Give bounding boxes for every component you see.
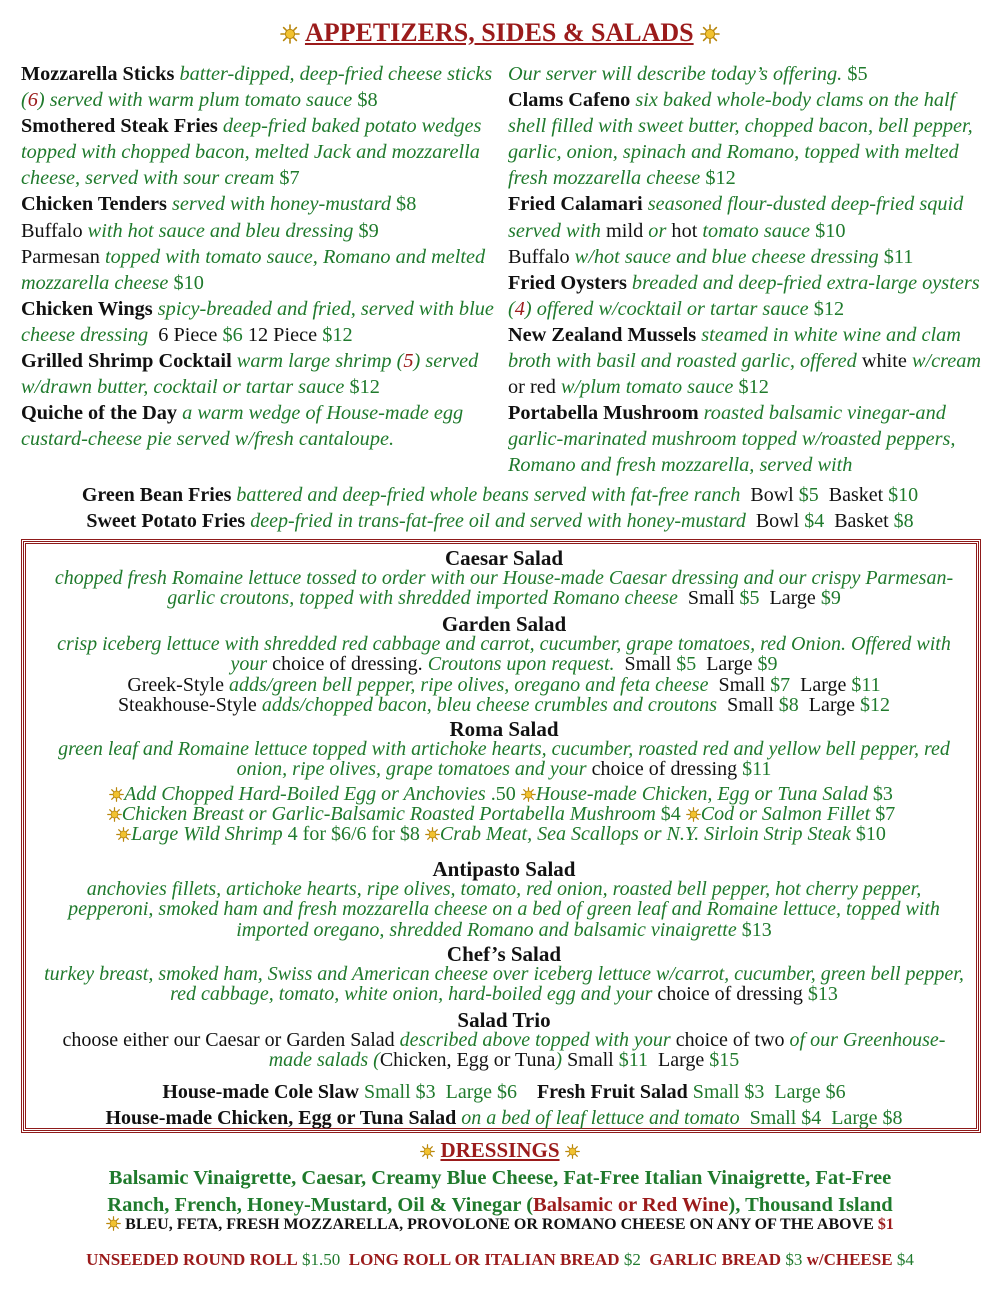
page-title [0,18,1000,48]
cheese-addon: BLEU, FETA, FRESH MOZZARELLA, PROVOLONE OR ROMANO CHEESE ON ANY OF THE ABOVE $1 [0,1216,1000,1234]
salad-variant-greek: Greek-Style adds/green bell pepper, ripe olives, oregano and feta cheese Small $7 Large $11 [127,674,881,696]
menu-item-clams-cafeno: Clams Cafeno six baked whole-body clams on the half shell filled with sweet butter, chopped bacon, bell pepper, garlic, onion, spinach and Romano, topped with melted fresh mozzarella cheese $12 [508,89,973,190]
menu-item-chicken-wings: Chicken Wings spicy-breaded and fried, served with blue cheese dressing 6 Piece $6 12 Piece $12 [21,297,494,346]
sun-ornament-icon [116,827,131,842]
sun-ornament-icon [107,807,122,822]
sun-ornament-icon [106,1216,121,1231]
salad-variant-steakhouse: Steakhouse-Style adds/chopped bacon, bleu cheese crumbles and croutons Small $8 Large $12 [117,694,891,716]
menu-item-new-zealand-mussels: New Zealand Mussels steamed in white wine and clam broth with basil and roasted garlic, offered white w/cream or red w/plum tomato sauce $12 [508,323,982,399]
sides-slaw-fruit: House-made Cole Slaw Small $3 Large $6 Fresh Fruit Salad Small $3 Large $6 [162,1081,846,1103]
sun-ornament-icon [521,787,536,802]
menu-variant-buffalo: Buffalo with hot sauce and bleu dressing $9 [21,219,379,242]
title-text: APPETIZERS, SIDES & SALADS [304,18,694,47]
menu-item-grilled-shrimp-cocktail: Grilled Shrimp Cocktail warm large shrimp (5) served w/drawn butter, cocktail or tartar sauce $12 [21,350,479,399]
salad-antipasto: Antipasto Salad anchovies fillets, artichoke hearts, ripe olives, tomato, red onion, roasted bell pepper, hot cherry pepper, pepperoni, smoked ham and fresh mozzarella cheese on a bed of green leaf and Romaine lettuce, topped with imported oregano, shredded Romano and balsamic vinaigrette $13 [68,857,940,941]
menu-item-sweet-potato-fries: Sweet Potato Fries deep-fried in trans-fat-free oil and served with honey-mustard Bowl $4 Basket $8 [86,510,914,532]
menu-item-portabella-mushroom: Portabella Mushroom roasted balsamic vinegar-and garlic-marinated mushroom topped w/roasted peppers, Romano and fresh mozzarella, served with [508,402,956,477]
menu-item-fried-oysters: Fried Oysters breaded and deep-fried extra-large oysters (4) offered w/cocktail or tartar sauce $12 [508,271,980,320]
menu-item-green-bean-fries: Green Bean Fries battered and deep-fried whole beans served with fat-free ranch Bowl $5 Basket $10 [81,484,919,506]
menu-item-quiche-continued: Our server will describe today’s offering. $5 [508,63,868,85]
sun-ornament-icon [280,24,300,44]
sun-ornament-icon [565,1144,580,1159]
menu-variant-buffalo-calamari: Buffalo w/hot sauce and blue cheese dressing $11 [508,245,914,268]
sun-ornament-icon [420,1144,435,1159]
menu-item-smothered-steak-fries: Smothered Steak Fries deep-fried baked potato wedges topped with chopped bacon, melted Jack and mozzarella cheese, served with sour cream $7 [21,115,482,190]
dressings-heading: DRESSINGS [0,1138,1000,1163]
addon-row-2: Chicken Breast or Garlic-Balsamic Roasted Portabella Mushroom $4 Cod or Salmon Fillet $7 [21,804,981,824]
appetizers-right-column [508,61,988,479]
sun-ornament-icon [425,827,440,842]
salad-trio: Salad Trio choose either our Caesar or Garden Salad described above topped with your choice of two of our Greenhouse-made salads (Chicken, Egg or Tuna) Small $11 Large $15 [62,1008,946,1072]
bread-options: UNSEEDED ROUND ROLL $1.50 LONG ROLL OR ITALIAN BREAD $2 GARLIC BREAD $3 w/CHEESE $4 [86,1250,914,1269]
side-house-salad: House-made Chicken, Egg or Tuna Salad on a bed of leaf lettuce and tomato Small $4 Large $8 [105,1107,903,1129]
salad-chefs: Chef’s Salad turkey breast, smoked ham, Swiss and American cheese over iceberg lettuce w/carrot, cucumber, green bell pepper, red cabbage, tomato, white onion, hard-boiled egg and your choice of dressing $13 [44,942,964,1006]
addon-row-3: Large Wild Shrimp 4 for $6/6 for $8 Crab Meat, Sea Scallops or N.Y. Sirloin Strip Steak $10 [21,824,981,844]
menu-item-quiche: Quiche of the Day a warm wedge of House-made egg custard-cheese pie served w/fresh cantaloupe. [21,402,464,451]
sun-ornament-icon [686,807,701,822]
salad-caesar: Caesar Salad chopped fresh Romaine lettuce tossed to order with our House-made Caesar dressing and our crispy Parmesan-garlic croutons, topped with shredded imported Romano cheese Small $5 Large $9 [54,546,954,610]
salad-addons [21,784,981,845]
menu-item-chicken-tenders: Chicken Tenders served with honey-mustard $8 [21,193,417,216]
dressings-list: Balsamic Vinaigrette, Caesar, Creamy Blue Cheese, Fat-Free Italian Vinaigrette, Fat-Free Ranch, French, Honey-Mustard, Oil & Vinegar (Balsamic or Red Wine), Thousand Island [107,1167,893,1216]
menu-item-fried-calamari: Fried Calamari seasoned flour-dusted deep-fried squid served with mild or hot tomato sauce $10 [508,193,964,242]
sun-ornament-icon [700,24,720,44]
salad-garden: Garden Salad crisp iceberg lettuce with shredded red cabbage and carrot, cucumber, grape tomatoes, red Onion. Offered with your choice of dressing. Croutons upon request. Small $5 Large $9 [57,612,951,676]
menu-item-mozzarella-sticks: Mozzarella Sticks batter-dipped, deep-fried cheese sticks (6) served with warm plum tomato sauce $8 [21,63,493,112]
salad-roma: Roma Salad green leaf and Romaine lettuce topped with artichoke hearts, cucumber, roasted red and yellow bell pepper, red onion, ripe olives, grape tomatoes and your choice of dressing $11 [58,717,950,781]
menu-variant-parmesan: Parmesan topped with tomato sauce, Romano and melted mozzarella cheese $10 [21,245,486,294]
addon-row-1: Add Chopped Hard-Boiled Egg or Anchovies .50 House-made Chicken, Egg or Tuna Salad $3 [21,784,981,804]
sun-ornament-icon [109,787,124,802]
appetizers-left-column [21,61,501,452]
